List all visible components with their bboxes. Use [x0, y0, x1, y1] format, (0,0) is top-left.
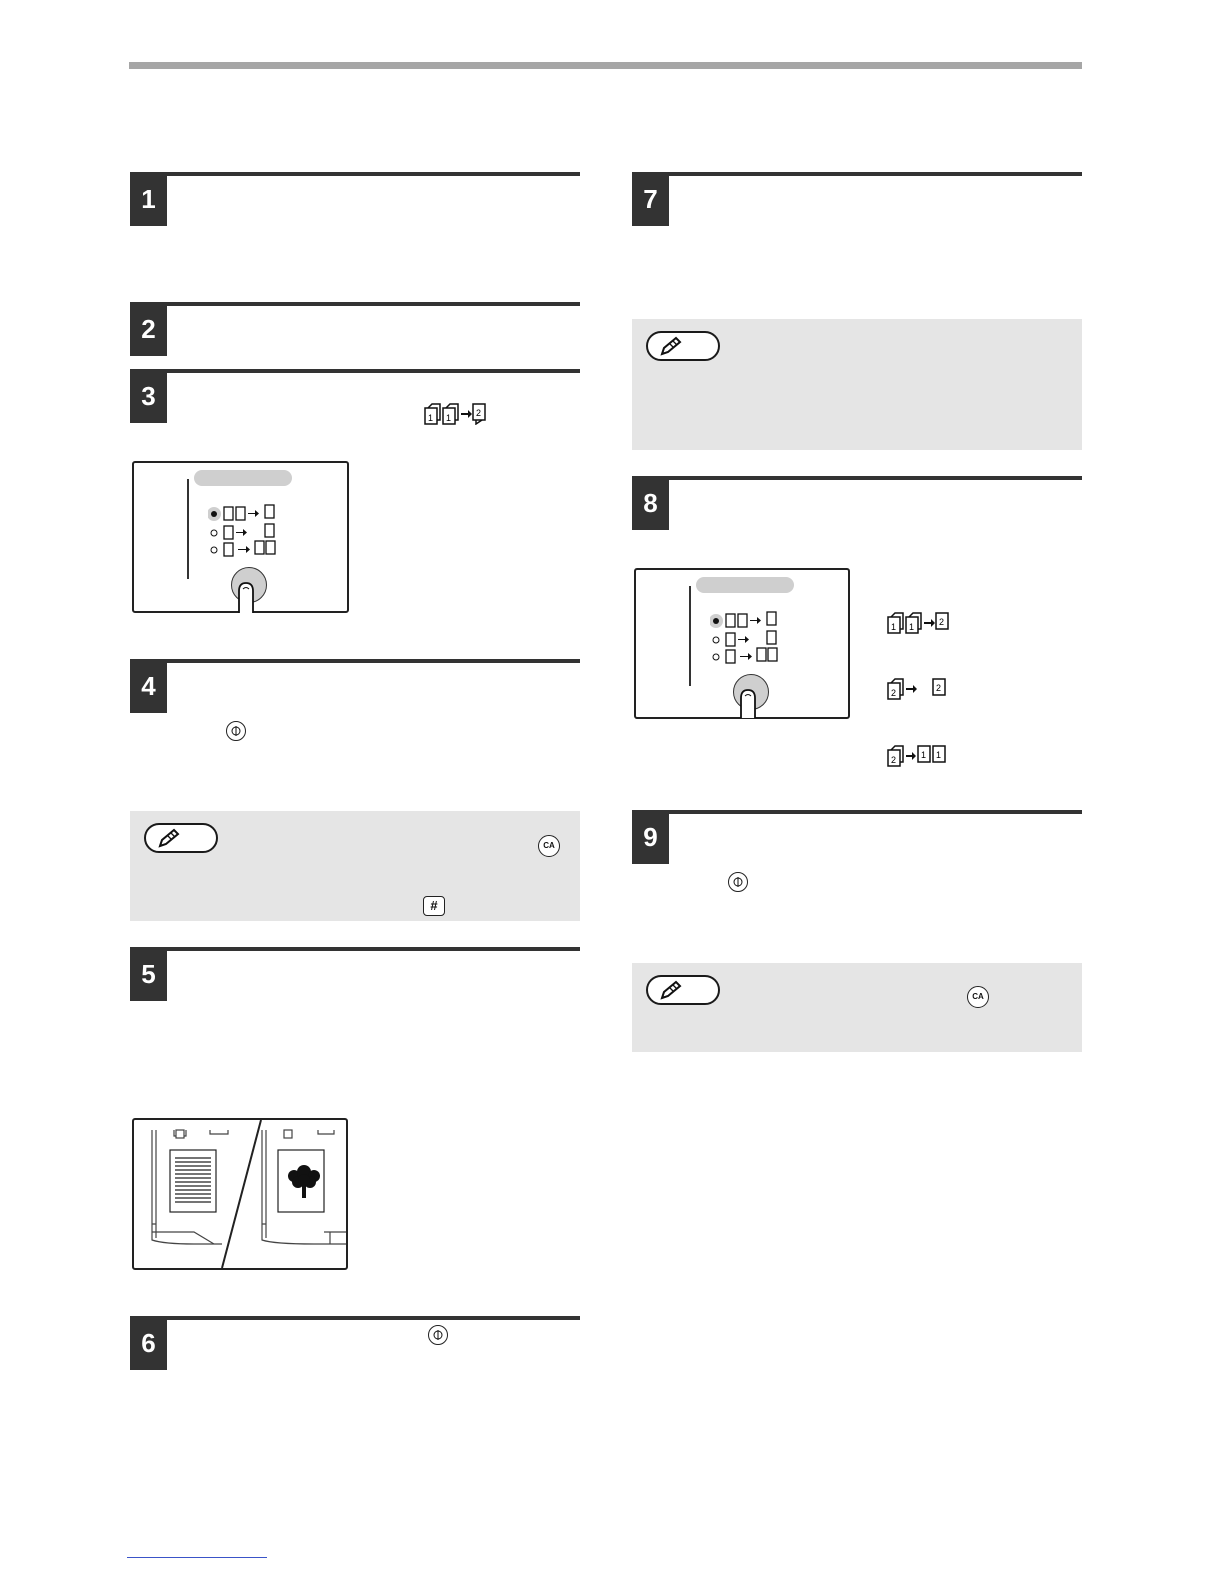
start-key-icon: [226, 721, 246, 741]
clear-all-key-icon: CA: [538, 835, 560, 857]
note-box-step-7: [632, 319, 1082, 450]
panel-divider: [187, 479, 189, 579]
step-rule: [669, 476, 1082, 480]
step-rule: [167, 659, 580, 663]
step-number: 3: [130, 369, 167, 423]
panel-label-pill: [696, 577, 794, 593]
svg-text:1: 1: [936, 750, 942, 760]
svg-text:2: 2: [476, 408, 482, 418]
step-rule: [167, 369, 580, 373]
note-box-step-9: [632, 963, 1082, 1052]
step-rule: [669, 810, 1082, 814]
svg-text:1: 1: [921, 750, 927, 760]
finger-pointer: [736, 688, 762, 718]
step-number: 5: [130, 947, 167, 1001]
footer-link-underline: [127, 1557, 267, 1558]
note-pencil-icon: [144, 823, 218, 853]
panel-divider: [689, 586, 691, 686]
step-rule: [669, 172, 1082, 176]
hash-key-icon: #: [423, 896, 445, 916]
svg-text:1: 1: [446, 413, 452, 423]
step-8-header: [632, 476, 1082, 530]
step-rule: [167, 1316, 580, 1320]
step-number: 8: [632, 476, 669, 530]
finger-pointer: [234, 581, 260, 613]
duplex-2-to-2-icon: [887, 678, 949, 700]
svg-text:1: 1: [891, 622, 897, 632]
clear-all-key-icon: CA: [967, 986, 989, 1008]
step-number: 1: [130, 172, 167, 226]
duplex-1-to-2-icon: [887, 612, 949, 634]
step-number: 9: [632, 810, 669, 864]
step-number: 2: [130, 302, 167, 356]
step-5-header: [130, 947, 580, 1001]
step-3-header: [130, 369, 580, 423]
step-number: 7: [632, 172, 669, 226]
duplex-panel-illustration: [634, 568, 850, 719]
svg-text:1: 1: [428, 413, 434, 423]
step-2-header: [130, 302, 580, 356]
start-key-icon: [428, 1325, 448, 1345]
step-rule: [167, 302, 580, 306]
step-rule: [167, 947, 580, 951]
note-pencil-icon: [646, 975, 720, 1005]
note-pencil-icon: [646, 331, 720, 361]
svg-text:2: 2: [939, 617, 945, 627]
svg-text:2: 2: [891, 755, 897, 765]
svg-text:1: 1: [909, 622, 915, 632]
start-key-icon: [728, 872, 748, 892]
step-9-header: [632, 810, 1082, 864]
original-placement-illustration: [132, 1118, 348, 1270]
top-rule: [129, 62, 1082, 69]
duplex-1-to-2-icon: [424, 403, 486, 425]
step-7-header: [632, 172, 1082, 226]
step-4-header: [130, 659, 580, 713]
step-6-header: [130, 1316, 580, 1370]
step-rule: [167, 172, 580, 176]
svg-text:2: 2: [936, 683, 942, 693]
panel-label-pill: [194, 470, 292, 486]
duplex-mode-list: [208, 503, 288, 563]
step-number: 4: [130, 659, 167, 713]
step-1-header: [130, 172, 580, 226]
duplex-2-to-1-icon: [887, 745, 949, 767]
svg-text:2: 2: [891, 688, 897, 698]
note-box-step-4: [130, 811, 580, 921]
duplex-panel-illustration: [132, 461, 349, 613]
step-number: 6: [130, 1316, 167, 1370]
duplex-mode-list: [710, 610, 790, 670]
